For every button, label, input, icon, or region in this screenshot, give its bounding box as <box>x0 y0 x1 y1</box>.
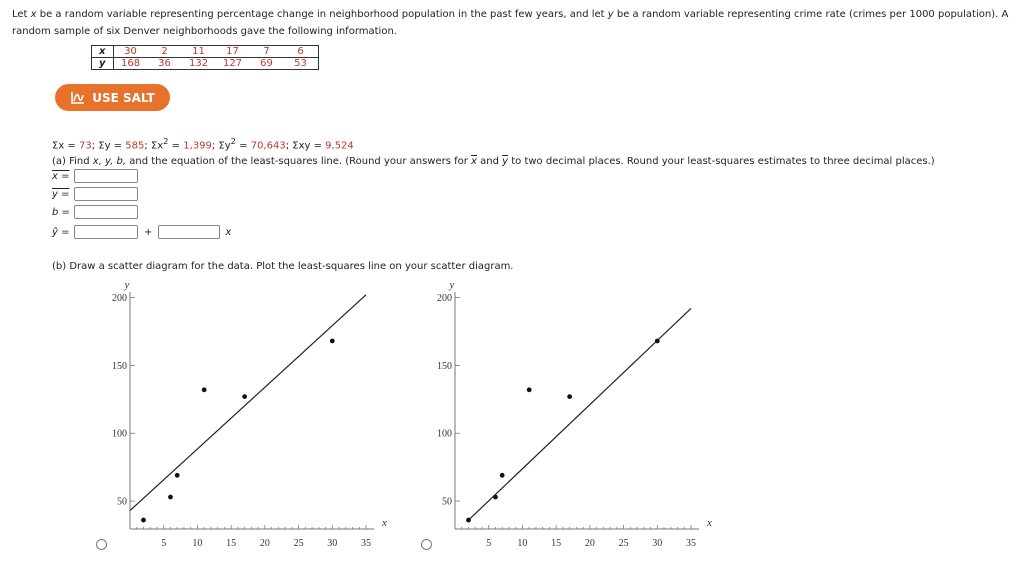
ybar-label: y = <box>52 188 70 200</box>
sum-x2: 1,399 <box>183 140 212 152</box>
scatter-plot-option-2 <box>437 279 712 549</box>
data-point <box>175 473 180 478</box>
part-a-text: and the equation of the least-squares line. (Round your answers for <box>126 156 472 167</box>
x-value: 30 <box>113 46 148 58</box>
data-point <box>242 394 247 399</box>
x-value: 6 <box>284 46 319 58</box>
part-a-xbar: $\overline{x}$ <box>471 156 477 167</box>
y-value: 168 <box>113 58 148 70</box>
sum-label: = <box>168 140 184 152</box>
intro-var-x: x <box>30 9 37 20</box>
data-point <box>330 339 335 344</box>
y-value: 132 <box>182 58 216 70</box>
y-tick-label: 100 <box>112 428 127 440</box>
yhat-label: ŷ = <box>52 226 70 238</box>
x-tick-label: 15 <box>226 538 237 549</box>
option-2-radio[interactable] <box>421 539 432 550</box>
y-axis-label: y <box>449 279 455 291</box>
x-header: x <box>92 46 114 58</box>
part-a-ybar: $\overline{y}$ <box>502 156 509 167</box>
sup: 2 <box>163 136 169 146</box>
part-a-text: and <box>476 156 503 167</box>
y-header: y <box>92 58 114 70</box>
sup: 2 <box>230 136 236 146</box>
intro-text: be a random variable representing percentage change in neighborhood population in the past few years, and let <box>36 9 608 20</box>
sum-label: = <box>235 140 251 152</box>
b-label: b = <box>52 206 70 218</box>
x-axis-label: x <box>707 517 712 529</box>
x-tick-label: 10 <box>517 538 528 549</box>
y-axis-label: y <box>124 279 130 291</box>
xbar-label: x = <box>52 170 70 182</box>
data-point <box>527 387 532 392</box>
x-tick-label: 20 <box>584 538 595 549</box>
data-point <box>500 473 505 478</box>
sum-xy: 9,524 <box>325 140 354 152</box>
x-value: 17 <box>216 46 250 58</box>
data-point <box>655 339 660 344</box>
data-point <box>493 495 498 500</box>
scatter-plot-option-1 <box>112 279 387 549</box>
sum-label: Σx = <box>52 140 79 152</box>
intro-text: be a random variable representing crime rate (crimes per 1000 population). A random sample of six Denver neighborhoods gave the following information. <box>12 9 1009 37</box>
y-value: 69 <box>250 58 284 70</box>
sum-y2: 70,643 <box>250 140 286 152</box>
data-point <box>567 394 572 399</box>
y-tick-label: 50 <box>117 496 127 508</box>
intro-text: Let <box>12 9 31 20</box>
sum-label: ; Σx <box>144 140 164 152</box>
sum-x: 73 <box>78 140 92 152</box>
part-a-text: to two decimal places. Round your least-squares estimates to three decimal places.) <box>508 156 935 167</box>
part-a-vars: x, y, b, <box>92 156 127 167</box>
x-tick-label: 25 <box>618 538 629 549</box>
y-value: 127 <box>216 58 250 70</box>
x-tick-label: 10 <box>192 538 203 549</box>
x-tick-label: 25 <box>293 538 304 549</box>
y-tick-label: 200 <box>437 293 452 305</box>
option-1-radio[interactable] <box>96 539 107 550</box>
x-tick-label: 5 <box>486 538 492 549</box>
y-tick-label: 50 <box>442 496 452 508</box>
y-tick-label: 100 <box>437 428 452 440</box>
least-squares-line <box>130 295 366 511</box>
data-point <box>202 387 207 392</box>
x-value: 11 <box>182 46 216 58</box>
plus-sign: + <box>144 226 153 238</box>
y-value: 53 <box>284 58 319 70</box>
sum-label: ; Σy = <box>91 140 126 152</box>
sum-y: 585 <box>125 140 145 152</box>
y-tick-label: 150 <box>437 360 452 372</box>
y-value: 36 <box>148 58 182 70</box>
x-tick-label: 35 <box>361 538 371 549</box>
data-point <box>141 518 146 523</box>
data-point <box>466 518 471 523</box>
sum-label: ; Σy <box>211 140 231 152</box>
part-b-question: (b) Draw a scatter diagram for the data. Plot the least-squares line on your scatter diagram. <box>52 261 514 272</box>
x-tick-label: 5 <box>161 538 167 549</box>
data-point <box>168 495 173 500</box>
y-tick-label: 150 <box>112 360 127 372</box>
x-value: 7 <box>250 46 284 58</box>
x-axis-label: x <box>382 517 387 529</box>
intro-var-y: y <box>607 9 614 20</box>
part-a-text: (a) Find <box>52 156 93 167</box>
x-tick-label: 30 <box>327 538 338 549</box>
x-tick-label: 20 <box>259 538 270 549</box>
x-tick-label: 35 <box>686 538 696 549</box>
x-value: 2 <box>148 46 182 58</box>
y-tick-label: 200 <box>112 293 127 305</box>
use-salt-label: USE SALT <box>92 90 155 105</box>
x-tick-label: 30 <box>652 538 663 549</box>
x-tick-label: 15 <box>551 538 562 549</box>
x-suffix: x <box>225 226 232 238</box>
sum-label: ; Σxy = <box>285 140 326 152</box>
